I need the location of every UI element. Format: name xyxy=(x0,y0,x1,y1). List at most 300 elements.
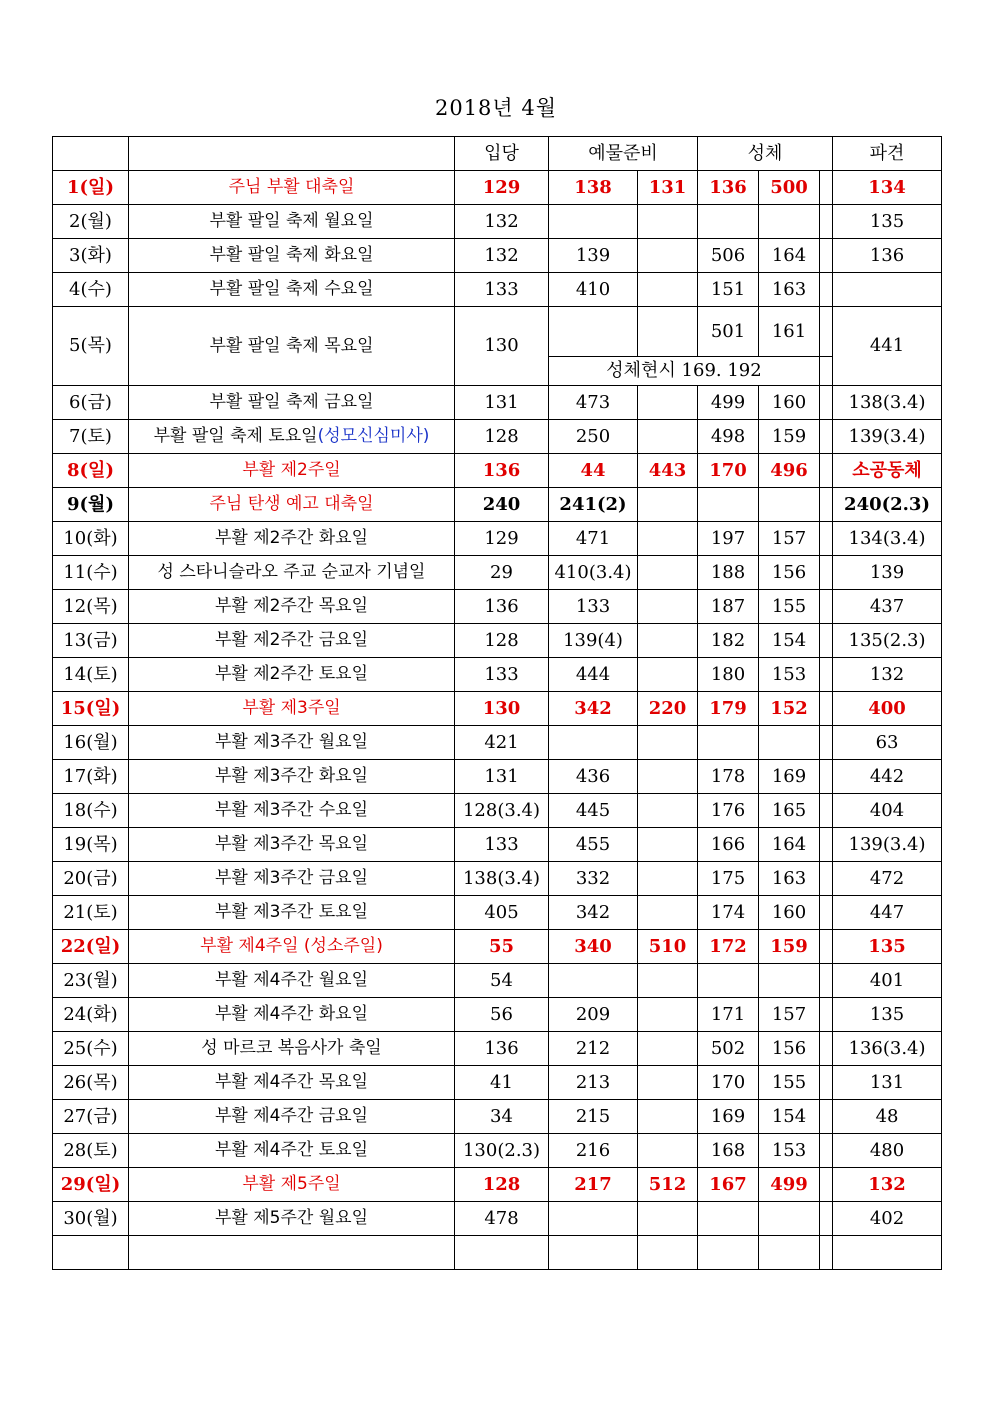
offering-cell-1 xyxy=(549,964,638,998)
dismissal-cell xyxy=(833,273,942,307)
name-cell xyxy=(129,862,455,896)
name-text: 부활 제4주간 토요일 xyxy=(215,1140,368,1160)
communion-cell-2: 154 xyxy=(759,624,820,658)
spacer-cell xyxy=(820,624,833,658)
entry-cell: 132 xyxy=(455,205,549,239)
communion-cell-2: 157 xyxy=(759,998,820,1032)
name-cell xyxy=(129,1202,455,1236)
offering-cell-1: 215 xyxy=(549,1100,638,1134)
name-text: 부활 제5주간 월요일 xyxy=(215,1208,368,1228)
offering-cell-1: 455 xyxy=(549,828,638,862)
offering-cell-1: 340 xyxy=(549,930,638,964)
offering-cell-2 xyxy=(638,1066,698,1100)
table-row xyxy=(53,930,942,964)
communion-cell-1: 197 xyxy=(698,522,759,556)
name-text: 부활 제3주일 xyxy=(242,698,341,718)
empty-cell xyxy=(638,1236,698,1270)
name-cell xyxy=(129,273,455,307)
name-cell xyxy=(129,658,455,692)
offering-cell-2 xyxy=(638,726,698,760)
offering-cell-1: 138 xyxy=(549,171,638,205)
offering-cell-1: 139(4) xyxy=(549,624,638,658)
entry-cell: 130 xyxy=(455,307,549,386)
day-cell: 26(목) xyxy=(53,1066,129,1100)
communion-cell-2: 159 xyxy=(759,420,820,454)
day-cell: 2(월) xyxy=(53,205,129,239)
table-row xyxy=(53,307,942,357)
communion-cell-2: 156 xyxy=(759,556,820,590)
empty-cell xyxy=(820,1236,833,1270)
empty-cell xyxy=(53,1236,129,1270)
header-communion: 성체 xyxy=(698,137,833,171)
name-text: 부활 팔일 축제 토요일 xyxy=(153,426,318,446)
entry-cell: 128 xyxy=(455,1168,549,1202)
communion-cell-1: 168 xyxy=(698,1134,759,1168)
communion-cell-2: 160 xyxy=(759,386,820,420)
offering-cell-2: 512 xyxy=(638,1168,698,1202)
name-cell xyxy=(129,726,455,760)
spacer-cell xyxy=(820,454,833,488)
day-cell: 7(토) xyxy=(53,420,129,454)
offering-cell-2 xyxy=(638,964,698,998)
offering-cell-2 xyxy=(638,488,698,522)
page-title: 2018년 4월 xyxy=(434,96,558,120)
day-cell: 6(금) xyxy=(53,386,129,420)
entry-cell: 41 xyxy=(455,1066,549,1100)
name-cell xyxy=(129,760,455,794)
dismissal-cell: 401 xyxy=(833,964,942,998)
dismissal-cell: 404 xyxy=(833,794,942,828)
communion-cell-1 xyxy=(698,488,759,522)
dismissal-cell: 402 xyxy=(833,1202,942,1236)
day-cell: 15(일) xyxy=(53,692,129,726)
day-cell: 17(화) xyxy=(53,760,129,794)
name-cell xyxy=(129,522,455,556)
communion-cell-1: 182 xyxy=(698,624,759,658)
communion-cell-2: 156 xyxy=(759,1032,820,1066)
entry-cell: 478 xyxy=(455,1202,549,1236)
entry-cell: 138(3.4) xyxy=(455,862,549,896)
offering-cell-2: 131 xyxy=(638,171,698,205)
spacer-cell xyxy=(820,896,833,930)
offering-cell-2 xyxy=(638,794,698,828)
spacer-cell xyxy=(820,1100,833,1134)
name-text: 부활 제2주간 토요일 xyxy=(215,664,368,684)
communion-cell-2: 169 xyxy=(759,760,820,794)
offering-cell-2: 510 xyxy=(638,930,698,964)
name-cell xyxy=(129,1032,455,1066)
entry-cell: 128 xyxy=(455,624,549,658)
table-row xyxy=(53,522,942,556)
offering-cell-2 xyxy=(638,862,698,896)
offering-cell-1: 410 xyxy=(549,273,638,307)
communion-cell-1: 170 xyxy=(698,454,759,488)
name-cell xyxy=(129,794,455,828)
schedule-table xyxy=(52,136,942,1270)
communion-cell-1: 176 xyxy=(698,794,759,828)
offering-cell-1: 139 xyxy=(549,239,638,273)
table-row xyxy=(53,760,942,794)
dismissal-cell: 135 xyxy=(833,205,942,239)
name-cell xyxy=(129,556,455,590)
name-text: 부활 제4주일 (성소주일) xyxy=(200,936,383,956)
name-cell xyxy=(129,488,455,522)
header-dismissal: 파견 xyxy=(833,137,942,171)
offering-cell-1 xyxy=(549,1202,638,1236)
dismissal-cell: 472 xyxy=(833,862,942,896)
dismissal-cell: 131 xyxy=(833,1066,942,1100)
day-cell: 1(일) xyxy=(53,171,129,205)
day-cell: 22(일) xyxy=(53,930,129,964)
name-cell xyxy=(129,1066,455,1100)
dismissal-cell: 139(3.4) xyxy=(833,420,942,454)
communion-cell-2: 155 xyxy=(759,1066,820,1100)
name-text: 부활 팔일 축제 금요일 xyxy=(209,392,374,412)
name-cell xyxy=(129,420,455,454)
day-cell: 28(토) xyxy=(53,1134,129,1168)
name-cell xyxy=(129,828,455,862)
entry-cell: 55 xyxy=(455,930,549,964)
day-cell: 5(목) xyxy=(53,307,129,386)
name-text: 부활 제3주간 목요일 xyxy=(215,834,368,854)
offering-cell-2 xyxy=(638,1134,698,1168)
offering-cell-1: 241(2) xyxy=(549,488,638,522)
spacer-cell xyxy=(820,273,833,307)
name-text: 부활 제4주간 금요일 xyxy=(215,1106,368,1126)
communion-cell-1: 171 xyxy=(698,998,759,1032)
communion-cell-2: 500 xyxy=(759,171,820,205)
header-entry: 입당 xyxy=(455,137,549,171)
offering-cell-1: 44 xyxy=(549,454,638,488)
name-text: 성 스타니슬라오 주교 순교자 기념일 xyxy=(157,562,426,582)
table-row xyxy=(53,590,942,624)
offering-cell-2 xyxy=(638,273,698,307)
spacer-cell xyxy=(820,930,833,964)
day-cell: 9(월) xyxy=(53,488,129,522)
communion-cell-2 xyxy=(759,488,820,522)
name-cell xyxy=(129,239,455,273)
name-text: 주님 부활 대축일 xyxy=(228,177,355,197)
entry-cell: 54 xyxy=(455,964,549,998)
name-text: 부활 팔일 축제 수요일 xyxy=(209,279,374,299)
offering-cell-2: 220 xyxy=(638,692,698,726)
communion-cell-2: 160 xyxy=(759,896,820,930)
name-cell xyxy=(129,964,455,998)
communion-cell-2: 157 xyxy=(759,522,820,556)
offering-cell-2 xyxy=(638,205,698,239)
day-cell: 10(화) xyxy=(53,522,129,556)
communion-cell-2 xyxy=(759,205,820,239)
table-row xyxy=(53,273,942,307)
name-cell xyxy=(129,171,455,205)
table-row xyxy=(53,862,942,896)
offering-cell-2 xyxy=(638,896,698,930)
name-text: 부활 제4주간 목요일 xyxy=(215,1072,368,1092)
spacer-cell xyxy=(820,1066,833,1100)
name-text: 부활 제3주간 수요일 xyxy=(215,800,368,820)
communion-cell-2: 153 xyxy=(759,658,820,692)
spacer-cell xyxy=(820,998,833,1032)
offering-cell-2 xyxy=(638,307,698,357)
entry-cell: 29 xyxy=(455,556,549,590)
name-text: 부활 팔일 축제 월요일 xyxy=(209,211,374,231)
offering-cell-2 xyxy=(638,386,698,420)
dismissal-cell: 48 xyxy=(833,1100,942,1134)
name-text: 부활 제2주간 목요일 xyxy=(215,596,368,616)
offering-cell-1: 342 xyxy=(549,896,638,930)
offering-cell-1: 342 xyxy=(549,692,638,726)
dismissal-cell: 437 xyxy=(833,590,942,624)
spacer-cell xyxy=(820,522,833,556)
spacer-cell xyxy=(820,726,833,760)
offering-cell-1: 216 xyxy=(549,1134,638,1168)
spacer-cell xyxy=(820,357,833,386)
dismissal-cell: 135 xyxy=(833,998,942,1032)
communion-cell-1 xyxy=(698,964,759,998)
name-cell xyxy=(129,624,455,658)
offering-cell-1 xyxy=(549,726,638,760)
entry-cell: 131 xyxy=(455,386,549,420)
communion-cell-1: 170 xyxy=(698,1066,759,1100)
entry-cell: 133 xyxy=(455,828,549,862)
name-cell: 부활 팔일 축제 목요일 xyxy=(129,307,455,386)
entry-cell: 130(2.3) xyxy=(455,1134,549,1168)
table-row xyxy=(53,1032,942,1066)
note-cell: 성체현시 169. 192 xyxy=(549,357,820,386)
offering-cell-2 xyxy=(638,590,698,624)
communion-cell-1: 175 xyxy=(698,862,759,896)
name-cell xyxy=(129,1134,455,1168)
communion-cell-2: 496 xyxy=(759,454,820,488)
offering-cell-1: 213 xyxy=(549,1066,638,1100)
name-cell xyxy=(129,896,455,930)
communion-cell-2 xyxy=(759,1202,820,1236)
communion-cell-1: 499 xyxy=(698,386,759,420)
offering-cell-1: 133 xyxy=(549,590,638,624)
communion-cell-2: 164 xyxy=(759,239,820,273)
day-cell: 20(금) xyxy=(53,862,129,896)
communion-cell-1: 136 xyxy=(698,171,759,205)
name-cell xyxy=(129,692,455,726)
communion-cell-2: 153 xyxy=(759,1134,820,1168)
communion-cell-2: 159 xyxy=(759,930,820,964)
offering-cell-2 xyxy=(638,760,698,794)
offering-cell-1: 471 xyxy=(549,522,638,556)
communion-cell-1: 180 xyxy=(698,658,759,692)
name-cell xyxy=(129,205,455,239)
communion-cell-1: 502 xyxy=(698,1032,759,1066)
table-row xyxy=(53,658,942,692)
day-cell: 24(화) xyxy=(53,998,129,1032)
day-cell: 18(수) xyxy=(53,794,129,828)
communion-cell-1: 174 xyxy=(698,896,759,930)
table-row xyxy=(53,171,942,205)
entry-cell: 405 xyxy=(455,896,549,930)
spacer-cell xyxy=(820,420,833,454)
table-row xyxy=(53,998,942,1032)
communion-cell-1 xyxy=(698,726,759,760)
table-row xyxy=(53,386,942,420)
offering-cell-2 xyxy=(638,420,698,454)
day-cell: 29(일) xyxy=(53,1168,129,1202)
name-text: 부활 제2주간 화요일 xyxy=(215,528,368,548)
spacer-cell xyxy=(820,307,833,357)
name-cell xyxy=(129,1100,455,1134)
dismissal-cell: 138(3.4) xyxy=(833,386,942,420)
communion-cell-1 xyxy=(698,1202,759,1236)
dismissal-cell: 135 xyxy=(833,930,942,964)
day-cell: 21(토) xyxy=(53,896,129,930)
header-row xyxy=(53,137,942,171)
name-text: 부활 제5주일 xyxy=(242,1174,341,1194)
day-cell: 14(토) xyxy=(53,658,129,692)
table-row xyxy=(53,1066,942,1100)
communion-cell-1: 188 xyxy=(698,556,759,590)
table-row xyxy=(53,964,942,998)
dismissal-cell: 136(3.4) xyxy=(833,1032,942,1066)
table-row xyxy=(53,828,942,862)
header-offering: 예물준비 xyxy=(549,137,698,171)
name-cell xyxy=(129,590,455,624)
offering-cell-1: 250 xyxy=(549,420,638,454)
dismissal-cell: 139 xyxy=(833,556,942,590)
offering-cell-1: 410(3.4) xyxy=(549,556,638,590)
communion-cell-2: 163 xyxy=(759,862,820,896)
offering-cell-2 xyxy=(638,1202,698,1236)
offering-cell-2 xyxy=(638,624,698,658)
offering-cell-2 xyxy=(638,658,698,692)
communion-cell-1: 498 xyxy=(698,420,759,454)
table-row xyxy=(53,239,942,273)
name-cell xyxy=(129,930,455,964)
communion-cell-2 xyxy=(759,726,820,760)
communion-cell-2: 165 xyxy=(759,794,820,828)
entry-cell: 132 xyxy=(455,239,549,273)
day-cell: 4(수) xyxy=(53,273,129,307)
header-day xyxy=(53,137,129,171)
communion-cell-2: 152 xyxy=(759,692,820,726)
spacer-cell xyxy=(820,828,833,862)
name-text: 부활 팔일 축제 화요일 xyxy=(209,245,374,265)
offering-cell-1 xyxy=(549,205,638,239)
spacer-cell xyxy=(820,386,833,420)
communion-cell-1: 187 xyxy=(698,590,759,624)
name-cell xyxy=(129,1168,455,1202)
name-text: 주님 탄생 예고 대축일 xyxy=(209,494,374,514)
spacer-cell xyxy=(820,1032,833,1066)
table-row xyxy=(53,205,942,239)
name-text: 부활 제3주간 토요일 xyxy=(215,902,368,922)
day-cell: 23(월) xyxy=(53,964,129,998)
spacer-cell xyxy=(820,1134,833,1168)
spacer-cell xyxy=(820,760,833,794)
dismissal-cell: 소공동체 xyxy=(833,454,942,488)
communion-cell-2: 161 xyxy=(759,307,820,357)
spacer-cell xyxy=(820,239,833,273)
dismissal-cell: 136 xyxy=(833,239,942,273)
offering-cell-2 xyxy=(638,1100,698,1134)
offering-cell-1: 436 xyxy=(549,760,638,794)
offering-cell-2 xyxy=(638,239,698,273)
empty-cell xyxy=(455,1236,549,1270)
entry-cell: 129 xyxy=(455,171,549,205)
offering-cell-1: 332 xyxy=(549,862,638,896)
table-row xyxy=(53,1168,942,1202)
table-row xyxy=(53,692,942,726)
day-cell: 12(목) xyxy=(53,590,129,624)
day-cell: 30(월) xyxy=(53,1202,129,1236)
day-cell: 8(일) xyxy=(53,454,129,488)
offering-cell-2 xyxy=(638,522,698,556)
entry-cell: 136 xyxy=(455,590,549,624)
dismissal-cell: 134(3.4) xyxy=(833,522,942,556)
entry-cell: 421 xyxy=(455,726,549,760)
dismissal-cell: 63 xyxy=(833,726,942,760)
communion-cell-1: 179 xyxy=(698,692,759,726)
offering-cell-2 xyxy=(638,828,698,862)
communion-cell-1 xyxy=(698,205,759,239)
spacer-cell xyxy=(820,964,833,998)
communion-cell-2: 163 xyxy=(759,273,820,307)
table-row xyxy=(53,420,942,454)
spacer-cell xyxy=(820,556,833,590)
dismissal-cell: 400 xyxy=(833,692,942,726)
empty-cell xyxy=(759,1236,820,1270)
offering-cell-2 xyxy=(638,998,698,1032)
offering-cell-2 xyxy=(638,1032,698,1066)
offering-cell-1 xyxy=(549,307,638,357)
offering-cell-1: 444 xyxy=(549,658,638,692)
table-row xyxy=(53,624,942,658)
communion-cell-1: 166 xyxy=(698,828,759,862)
entry-cell: 133 xyxy=(455,658,549,692)
entry-cell: 128(3.4) xyxy=(455,794,549,828)
communion-cell-2: 155 xyxy=(759,590,820,624)
spacer-cell xyxy=(820,862,833,896)
offering-cell-2 xyxy=(638,556,698,590)
offering-cell-1: 445 xyxy=(549,794,638,828)
empty-cell xyxy=(698,1236,759,1270)
communion-cell-1: 178 xyxy=(698,760,759,794)
dismissal-cell: 442 xyxy=(833,760,942,794)
spacer-cell xyxy=(820,794,833,828)
communion-cell-2: 154 xyxy=(759,1100,820,1134)
table-row xyxy=(53,1202,942,1236)
spacer-cell xyxy=(820,590,833,624)
day-cell: 16(월) xyxy=(53,726,129,760)
name-cell xyxy=(129,386,455,420)
entry-cell: 130 xyxy=(455,692,549,726)
offering-cell-1: 212 xyxy=(549,1032,638,1066)
name-text: 성 마르코 복음사가 축일 xyxy=(201,1038,382,1058)
communion-cell-1: 172 xyxy=(698,930,759,964)
offering-cell-2: 443 xyxy=(638,454,698,488)
communion-cell-1: 151 xyxy=(698,273,759,307)
day-cell: 19(목) xyxy=(53,828,129,862)
communion-cell-1: 167 xyxy=(698,1168,759,1202)
day-cell: 27(금) xyxy=(53,1100,129,1134)
table-row xyxy=(53,794,942,828)
day-cell: 11(수) xyxy=(53,556,129,590)
spacer-cell xyxy=(820,658,833,692)
day-cell: 13(금) xyxy=(53,624,129,658)
table-row xyxy=(53,488,942,522)
entry-cell: 131 xyxy=(455,760,549,794)
table-row xyxy=(53,454,942,488)
name-text: 부활 제3주간 화요일 xyxy=(215,766,368,786)
entry-cell: 136 xyxy=(455,1032,549,1066)
spacer-cell xyxy=(820,171,833,205)
